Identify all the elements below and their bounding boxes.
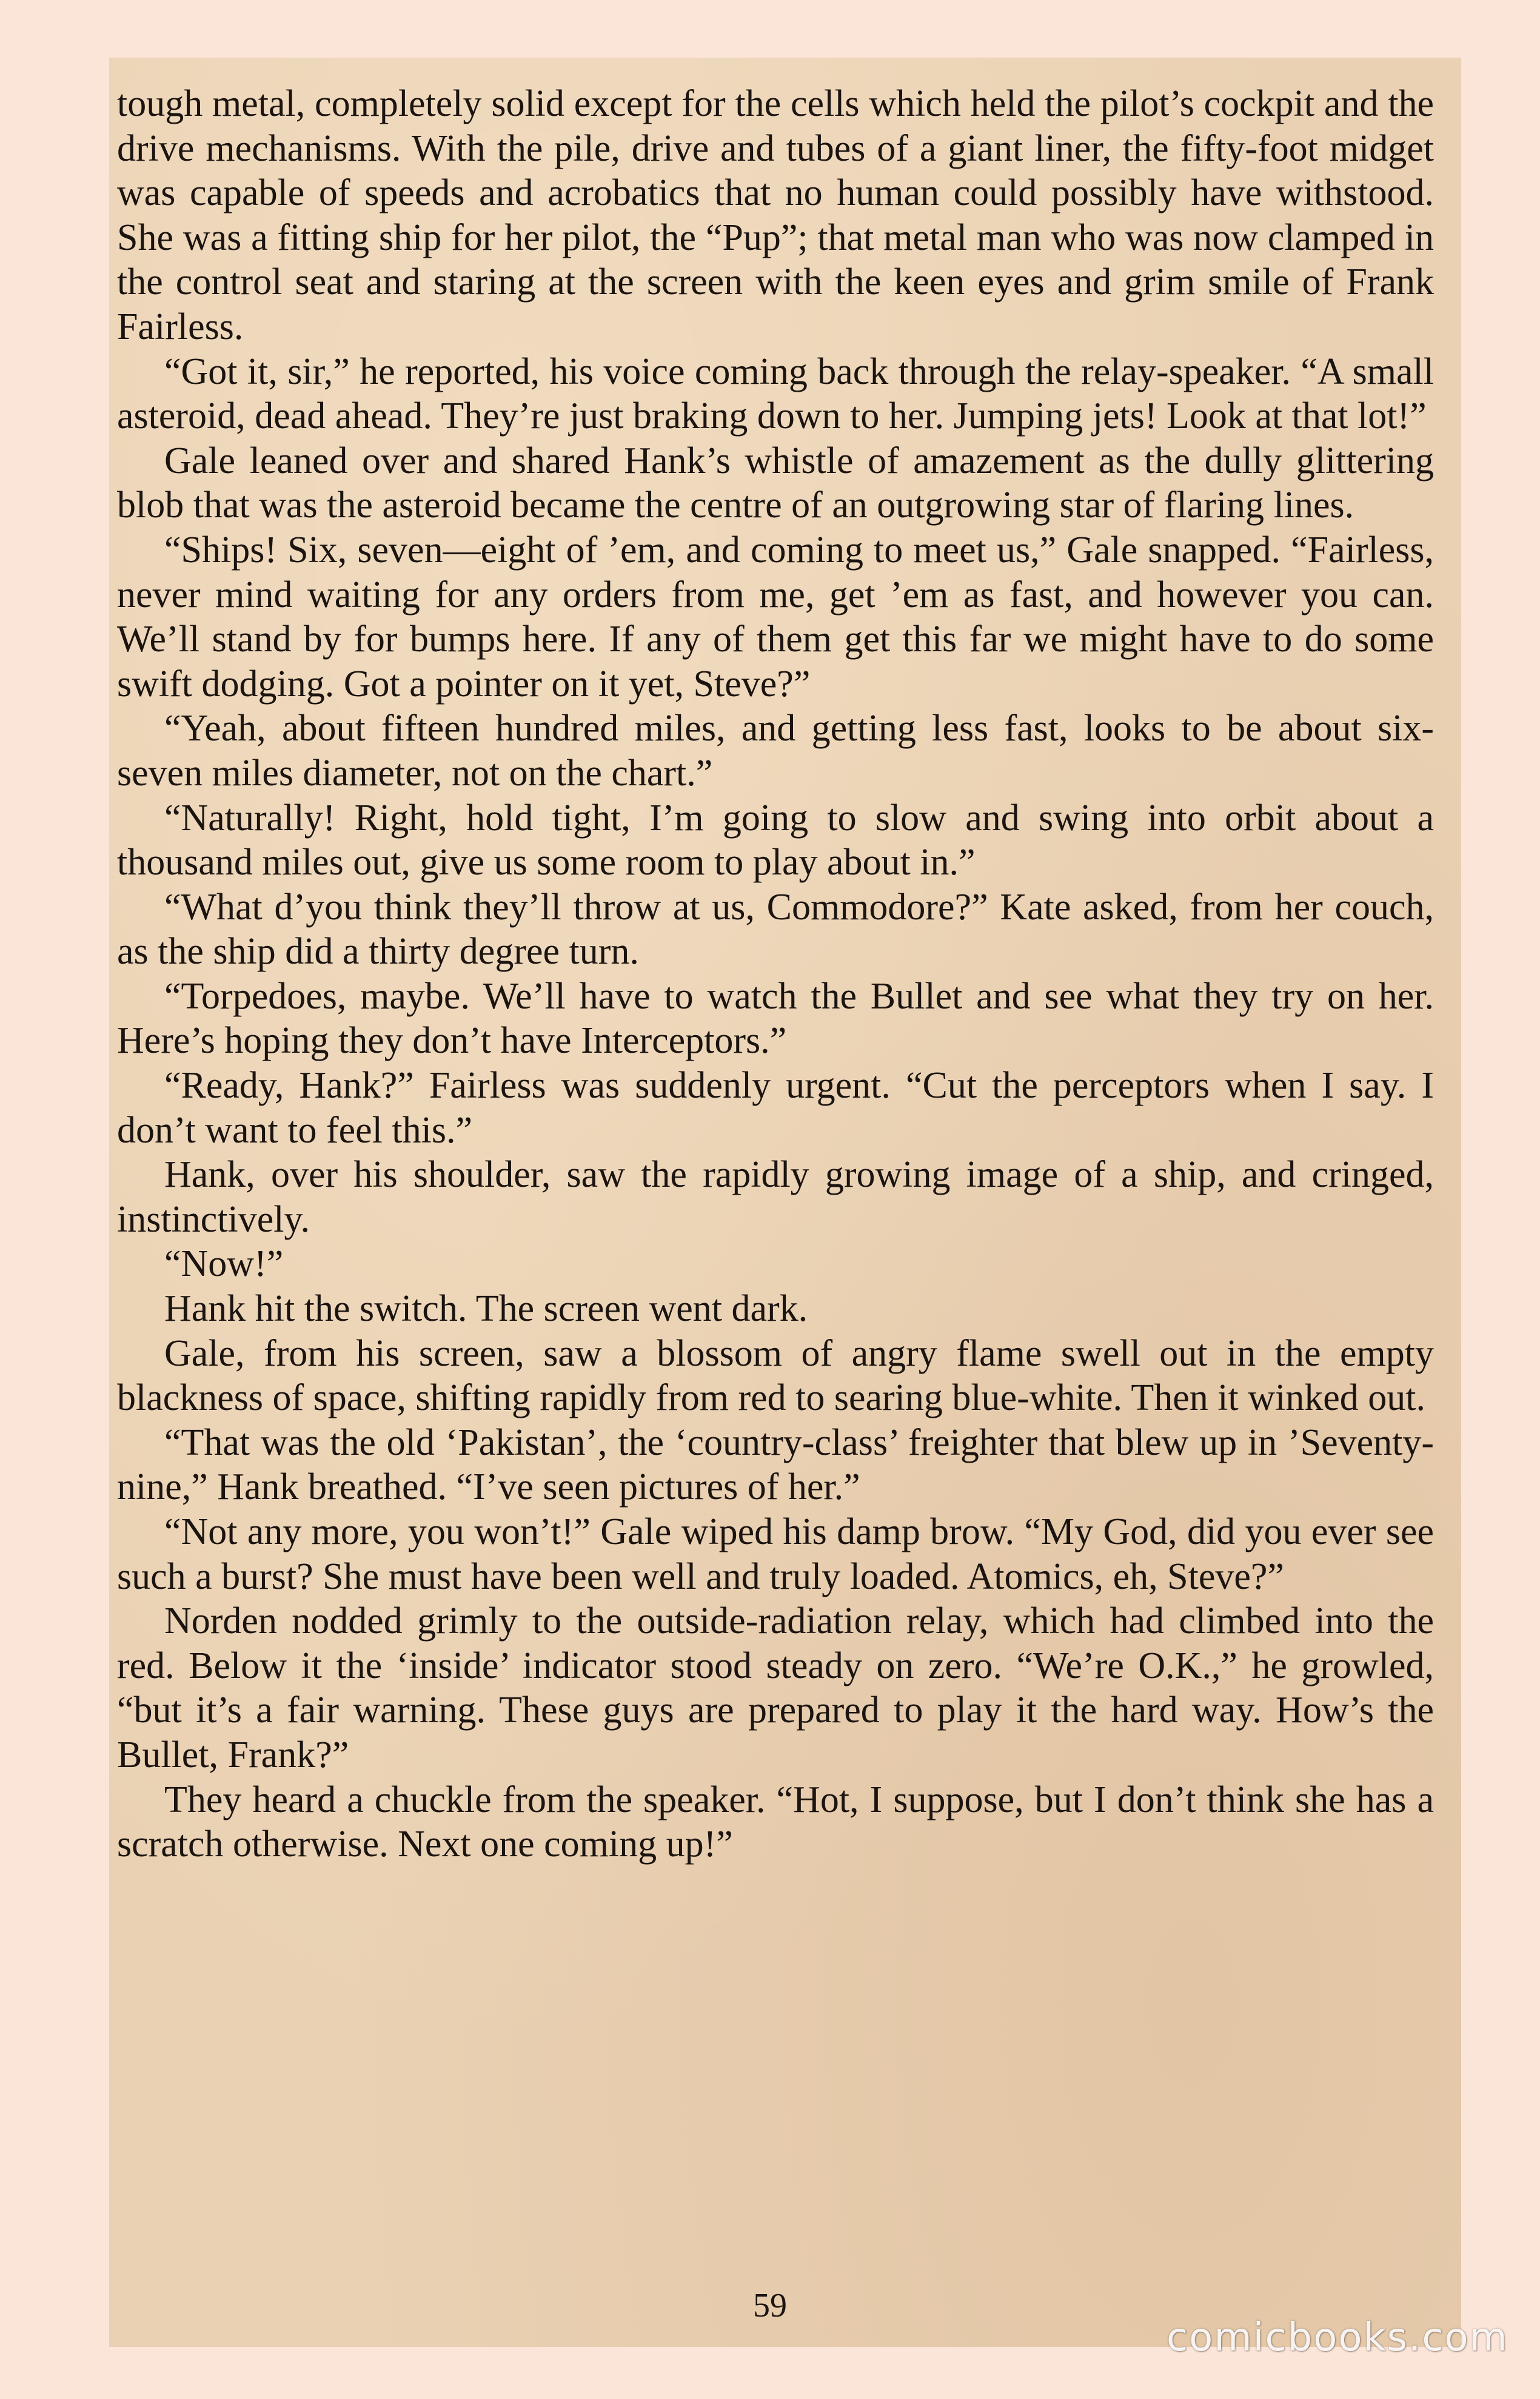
site-watermark: comicbooks.com xyxy=(1166,2315,1508,2360)
paragraph: Hank, over his shoulder, saw the rapidly growing image of a ship, and cringed, instinctively. xyxy=(117,1154,1434,1240)
paragraph: “Ships! Six, seven—eight of ’em, and coming to meet us,” Gale snapped. “Fairless, never mind waiting for any orders from me, get ’em as fast, and however you can. We’ll stand by for bumps here. If any of them get this far we might have to do some swift dodging. Got a pointer on it yet, Steve?” xyxy=(117,529,1434,705)
paragraph: Gale, from his screen, saw a blossom of angry flame swell out in the empty blackness of space, shifting rapidly from red to searing blue-white. Then it winked out. xyxy=(117,1332,1434,1419)
paragraph: Hank hit the switch. The screen went dark. xyxy=(164,1288,808,1330)
paragraph: “Yeah, about fifteen hundred miles, and getting less fast, looks to be about six-seven miles diameter, not on the chart.” xyxy=(117,708,1434,794)
paragraph: Gale leaned over and shared Hank’s whistle of amazement as the dully glittering blob that was the asteroid became the centre of an outgrowing star of flaring lines. xyxy=(117,440,1434,526)
paragraph: “Naturally! Right, hold tight, I’m going to slow and swing into orbit about a thousand miles out, give us some room to play about in.” xyxy=(117,797,1434,884)
story-text xyxy=(117,82,1434,1867)
paragraph: “That was the old ‘Pakistan’, the ‘country-class’ freighter that blew up in ’Seventy-nine,” Hank breathed. “I’ve seen pictures of her.” xyxy=(117,1421,1434,1508)
paragraph: Norden nodded grimly to the outside-radiation relay, which had climbed into the red. Below it the ‘inside’ indicator stood steady on zero. “We’re O.K.,” he growled, “but it’s a fair warning. These guys are prepared to play it the hard way. How’s the Bullet, Frank?” xyxy=(117,1600,1434,1776)
page-number: 59 xyxy=(753,2287,787,2324)
paragraph: “Ready, Hank?” Fairless was suddenly urgent. “Cut the perceptors when I say. I don’t want to feel this.” xyxy=(117,1065,1434,1151)
paragraph: “Torpedoes, maybe. We’ll have to watch the Bullet and see what they try on her. Here’s hoping they don’t have Interceptors.” xyxy=(117,975,1434,1062)
paragraph: “Not any more, you won’t!” Gale wiped his damp brow. “My God, did you ever see such a burst? She must have been well and truly loaded. Atomics, eh, Steve?” xyxy=(117,1511,1434,1597)
paragraph: They heard a chuckle from the speaker. “Hot, I suppose, but I don’t think she has a scratch otherwise. Next one coming up!” xyxy=(117,1779,1434,1865)
paragraph: tough metal, completely solid except for the cells which held the pilot’s cockpit and the drive mechanisms. With the pile, drive and tubes of a giant liner, the fifty-foot midget was capable of speeds and acrobatics that no human could possibly have withstood. She was a fitting ship for her pilot, the “Pup”; that metal man who was now clamped in the control seat and staring at the screen with the keen eyes and grim smile of Frank Fairless. xyxy=(117,83,1434,347)
paragraph: “Got it, sir,” he reported, his voice coming back through the relay-speaker. “A small asteroid, dead ahead. They’re just braking down to her. Jumping jets! Look at that lot!” xyxy=(117,351,1434,437)
paragraph: “What d’you think they’ll throw at us, Commodore?” Kate asked, from her couch, as the ship did a thirty degree turn. xyxy=(117,886,1434,973)
paragraph: “Now!” xyxy=(164,1243,284,1285)
